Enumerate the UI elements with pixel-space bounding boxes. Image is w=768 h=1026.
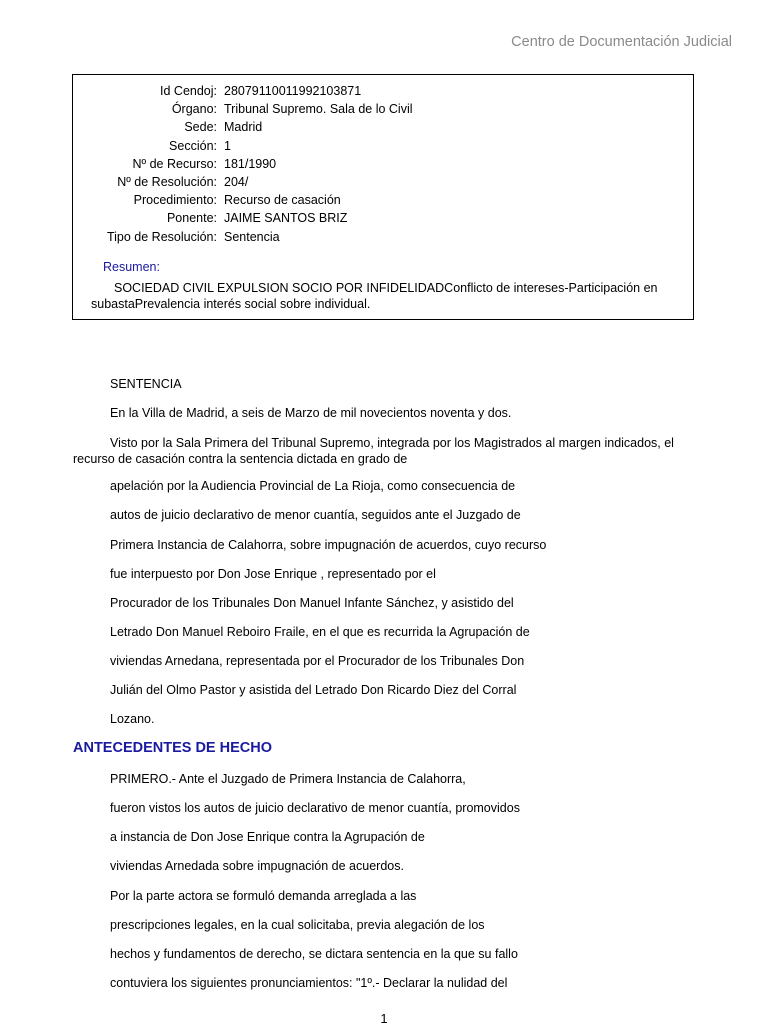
meta-value: Recurso de casación bbox=[224, 193, 341, 208]
body-line: Letrado Don Manuel Reboiro Fraile, en el que es recurrida la Agrupación de bbox=[110, 625, 530, 639]
body-line: a instancia de Don Jose Enrique contra la Agrupación de bbox=[110, 830, 425, 844]
body-line: prescripciones legales, en la cual solicitaba, previa alegación de los bbox=[110, 918, 485, 932]
body-line: Procurador de los Tribunales Don Manuel Infante Sánchez, y asistido del bbox=[110, 596, 514, 610]
body-line: Julián del Olmo Pastor y asistida del Letrado Don Ricardo Diez del Corral bbox=[110, 683, 517, 697]
meta-value: JAIME SANTOS BRIZ bbox=[224, 211, 348, 226]
meta-value: 204/ bbox=[224, 174, 249, 189]
body-line: autos de juicio declarativo de menor cuantía, seguidos ante el Juzgado de bbox=[110, 508, 521, 522]
body-line: Lozano. bbox=[110, 712, 155, 726]
document-header-title: Centro de Documentación Judicial bbox=[511, 34, 732, 50]
meta-row-ponente bbox=[73, 209, 413, 227]
meta-label: Nº de Recurso: bbox=[132, 156, 217, 171]
meta-value: Sentencia bbox=[224, 229, 280, 244]
body-line: contuviera los siguientes pronunciamientos: "1º.- Declarar la nulidad del bbox=[110, 976, 508, 990]
meta-value: Tribunal Supremo. Sala de lo Civil bbox=[224, 102, 413, 117]
meta-label: Id Cendoj: bbox=[160, 84, 217, 98]
body-line: hechos y fundamentos de derecho, se dictara sentencia en la que su fallo bbox=[110, 947, 518, 961]
page-number: 1 bbox=[380, 1011, 388, 1026]
body-line: viviendas Arnedada sobre impugnación de acuerdos. bbox=[110, 859, 404, 873]
meta-row-resolucion bbox=[73, 173, 413, 191]
meta-row-tipo-resolucion bbox=[73, 228, 413, 246]
body-line: En la Villa de Madrid, a seis de Marzo de mil novecientos noventa y dos. bbox=[110, 406, 512, 420]
meta-row-id-cendoj bbox=[73, 82, 413, 100]
sentencia-title: SENTENCIA bbox=[110, 377, 182, 391]
meta-row-procedimiento bbox=[73, 191, 413, 209]
meta-row-sede bbox=[73, 118, 413, 136]
resumen-label: Resumen: bbox=[103, 260, 160, 274]
meta-label: Órgano: bbox=[171, 102, 217, 117]
body-line: Por la parte actora se formuló demanda arreglada a las bbox=[110, 889, 417, 903]
meta-label: Tipo de Resolución: bbox=[106, 229, 217, 244]
metadata-box bbox=[72, 74, 694, 320]
meta-value: 181/1990 bbox=[224, 156, 277, 171]
meta-label: Procedimiento: bbox=[133, 193, 217, 208]
body-line: PRIMERO.- Ante el Juzgado de Primera Instancia de Calahorra, bbox=[110, 772, 466, 786]
resumen-text: SOCIEDAD CIVIL EXPULSION SOCIO POR INFIDELIDADConflicto de intereses-Participación en subastaPrevalencia interés social sobre individual. bbox=[91, 281, 658, 311]
body-line: viviendas Arnedana, representada por el Procurador de los Tribunales Don bbox=[110, 654, 525, 668]
meta-label: Nº de Resolución: bbox=[117, 174, 217, 189]
body-paragraph: Visto por la Sala Primera del Tribunal Supremo, integrada por los Magistrados al margen indicados, el recurso de casación contra la sentencia dictada en grado de bbox=[73, 436, 674, 466]
meta-row-seccion bbox=[73, 137, 413, 155]
meta-label: Sede: bbox=[184, 120, 217, 135]
meta-row-organo bbox=[73, 100, 413, 118]
body-line: Primera Instancia de Calahorra, sobre impugnación de acuerdos, cuyo recurso bbox=[110, 538, 547, 552]
meta-label: Ponente: bbox=[166, 211, 217, 226]
meta-label: Sección: bbox=[169, 138, 217, 153]
metadata-table bbox=[73, 82, 413, 246]
body-line: fueron vistos los autos de juicio declarativo de menor cuantía, promovidos bbox=[110, 801, 520, 815]
body-line: fue interpuesto por Don Jose Enrique , representado por el bbox=[110, 567, 436, 581]
body-line: apelación por la Audiencia Provincial de La Rioja, como consecuencia de bbox=[110, 479, 516, 493]
section-heading-antecedentes: ANTECEDENTES DE HECHO bbox=[73, 740, 272, 756]
meta-value: 1 bbox=[224, 138, 231, 153]
meta-row-recurso bbox=[73, 155, 413, 173]
meta-value: Madrid bbox=[224, 120, 263, 135]
meta-value: 28079110011992103871 bbox=[224, 84, 362, 98]
